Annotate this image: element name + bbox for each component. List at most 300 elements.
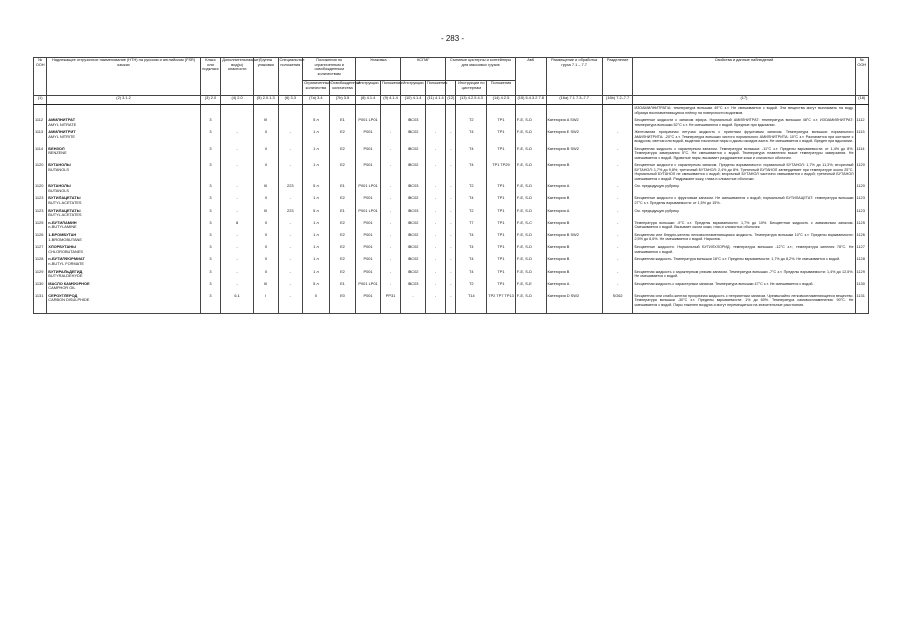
bottom-cell [546, 309, 602, 314]
cell-props: См. предыдущую рубрику. [633, 183, 855, 195]
cell-un2: 1112 [855, 117, 869, 129]
cell-sp: - [278, 220, 303, 232]
cell-sub: - [221, 244, 254, 256]
name-ru: н-БУТИЛФОРМИАТ [48, 256, 85, 262]
cell-pg: I [253, 293, 278, 310]
cell-pi: P001 [356, 220, 381, 232]
cell-seg [602, 105, 633, 118]
cell-seg: - [602, 232, 633, 244]
cell-tankp: TP1 [487, 256, 516, 268]
cell-cls: 3 [200, 183, 220, 195]
table-row [34, 183, 869, 195]
cell-cls: 3 [200, 220, 220, 232]
cell-sp: - [278, 256, 303, 268]
cell-c12: - [446, 232, 456, 244]
colnum: (5) 2.0.1.3 [253, 96, 278, 105]
cell-lq: 1 л [303, 195, 330, 207]
cell-props: Бесцветные жидкости с фруктовым запахом. Не смешиваются с водой; нормальный БУТИЛАЦЕТАТ: температура вспышки 27°С з.т. Пределы взрываемости: от 1,5% до 15%. [633, 195, 855, 207]
cell-c12: - [446, 293, 456, 310]
cell-eq: E2 [329, 256, 356, 268]
cell-ems: F-E, S-D [515, 269, 546, 281]
colnum: (4) 2.0 [221, 96, 254, 105]
cell-ibc [401, 105, 426, 118]
name-en: BUTYRALDEHYDE [48, 273, 83, 279]
table-row [34, 146, 869, 163]
bottom-cell [303, 309, 330, 314]
cell-eq: E0 [329, 293, 356, 310]
col-tank-instructions: Инструкции по цистернам [456, 81, 487, 96]
cell-un2: 1114 [855, 146, 869, 163]
cell-ibc: IBC02 [401, 256, 426, 268]
colnum: (14) 4.2.5 [487, 96, 516, 105]
name-en: CHLOROBUTANES [48, 248, 84, 254]
cell-shipping-name [47, 281, 200, 293]
cell-props: Бесцветная жидкость. Температура вспышки 18°С з.т. Пределы взрываемости: 1,7% до 8,2%. Не смешивается с водой. [633, 256, 855, 268]
bottom-cell [515, 309, 546, 314]
table-row [34, 281, 869, 293]
cell-un: 1130 [34, 281, 47, 293]
cell-lq: 5 л [303, 117, 330, 129]
colnum: (8) 4.1.4 [356, 96, 381, 105]
cell-c12 [446, 117, 456, 129]
cell-tankp: TP1 [487, 232, 516, 244]
name-en: 1-BROMOBUTANE [48, 236, 82, 242]
cell-cls: 3 [200, 256, 220, 268]
name-ru: ХЛОРБУТАНЫ [48, 244, 76, 250]
cell-pp: - [380, 208, 400, 220]
table-row [34, 162, 869, 183]
col-special-provisions: Специальные положения [278, 58, 303, 96]
cell-pg: III [253, 183, 278, 195]
col-class: Класс или подкласс [200, 58, 220, 96]
cell-cls: 3 [200, 208, 220, 220]
cell-ems: F-E, S-D [515, 208, 546, 220]
cell-ibcp: - [425, 293, 445, 310]
cell-pg: II [253, 146, 278, 163]
cell-ems: F-E, S-D [515, 195, 546, 207]
cell-lq: 1 л [303, 162, 330, 183]
col-properties: Свойства и данные наблюдений [633, 58, 855, 96]
cell-tankp: TP1 [487, 117, 516, 129]
cell-pi: P001 [356, 232, 381, 244]
cell-tank [456, 105, 487, 118]
cell-pp: - [380, 146, 400, 163]
cell-ibcp: - [425, 183, 445, 195]
cell-tank: T4 [456, 162, 487, 183]
cell-un: 1131 [34, 293, 47, 310]
cell-tank: T4 [456, 256, 487, 268]
cell-stow [546, 105, 602, 118]
cell-pi: P001 [356, 269, 381, 281]
name-en: BUTYL ACETATES [48, 199, 82, 205]
cell-ems: F-E, S-D [515, 244, 546, 256]
colnum: (3) 2.0 [200, 96, 220, 105]
cell-ibcp: - [425, 129, 445, 146]
cell-eq: E2 [329, 162, 356, 183]
cell-pp: - [380, 232, 400, 244]
cell-ibc: IBC02 [401, 162, 426, 183]
cell-cls: 3 [200, 117, 220, 129]
cell-sub: - [221, 162, 254, 183]
cell-eq: E1 [329, 183, 356, 195]
cell-tankp [487, 105, 516, 118]
table-row [34, 256, 869, 268]
bottom-cell [253, 309, 278, 314]
cell-cls: 3 [200, 244, 220, 256]
cell-tankp: TP1 [487, 220, 516, 232]
colnum: (16b) 7.2–7.7 [602, 96, 633, 105]
cell-sub: 8 [221, 220, 254, 232]
cell-sub: 6.1 [221, 293, 254, 310]
cell-stow: Категория A [546, 183, 602, 195]
cell-shipping-name [47, 162, 200, 183]
bottom-cell [356, 309, 381, 314]
page-number: - 283 - [440, 34, 465, 43]
cell-sp [278, 117, 303, 129]
cell-tankp: TP1 [487, 208, 516, 220]
cell-ibc: IBC03 [401, 208, 426, 220]
cell-lq: 1 л [303, 256, 330, 268]
cell-lq: 1 л [303, 129, 330, 146]
cell-sp: - [278, 129, 303, 146]
cell-pg: III [253, 208, 278, 220]
cell-eq: E2 [329, 232, 356, 244]
cell-seg: - [602, 269, 633, 281]
col-ibc-provisions: Положения [425, 81, 445, 96]
cell-ibc: IBC03 [401, 117, 426, 129]
cell-c12: - [446, 281, 456, 293]
table-row [34, 117, 869, 129]
cell-pg: II [253, 244, 278, 256]
cell-lq: 1 л [303, 146, 330, 163]
col-tank-provisions: Положения [487, 81, 516, 96]
cell-tank: T4 [456, 195, 487, 207]
cell-lq: 1 л [303, 244, 330, 256]
cell-un: 1129 [34, 269, 47, 281]
cell-sp: - [278, 162, 303, 183]
dangerous-goods-list-sheet [33, 57, 869, 610]
bottom-cell [446, 309, 456, 314]
cell-tank: T2 [456, 208, 487, 220]
cell-c12: - [446, 146, 456, 163]
name-en: CAMPHOR OIL [48, 285, 76, 291]
cell-stow: Категория B [546, 244, 602, 256]
table-row [34, 208, 869, 220]
col-stowage: Размещение и обработка груза 7.1 – 7.7 [546, 58, 602, 96]
cell-pp: - [380, 195, 400, 207]
cell-ems [515, 105, 546, 118]
cell-pg: II [253, 269, 278, 281]
cell-stow: Категория E SW2 [546, 129, 602, 146]
cell-pi: P001 LP01 [356, 183, 381, 195]
cell-sp: 223 [278, 208, 303, 220]
name-ru: МАСЛО КАМФОРНОЕ [48, 280, 90, 286]
cell-stow: Категория B [546, 162, 602, 183]
bottom-cell [380, 309, 400, 314]
bottom-cell [855, 309, 869, 314]
cell-sp: - [278, 293, 303, 310]
table-row [34, 244, 869, 256]
cell-tankp: TP1 [487, 281, 516, 293]
cell-un2: 1129 [855, 269, 869, 281]
cell-stow: Категория B [546, 220, 602, 232]
cell-pp: - [380, 183, 400, 195]
cell-sub: - [221, 281, 254, 293]
cell-ems: F-E, S-C [515, 220, 546, 232]
bottom-cell [47, 309, 200, 314]
cell-props: Бесцветная жидкость с характерным запахом. Температура вспышки 47°С з.т. Не смешивается с водой. [633, 281, 855, 293]
cell-shipping-name [47, 244, 200, 256]
cell-tankp: TP1 TP29 [487, 162, 516, 183]
name-en: AMYL NITRATE [48, 121, 77, 127]
cell-ibc: - [401, 293, 426, 310]
cell-un2: 1113 [855, 129, 869, 146]
cell-cls: 3 [200, 281, 220, 293]
cell-tank: T4 [456, 146, 487, 163]
cell-tankp: TP1 [487, 195, 516, 207]
cell-cls: 3 [200, 146, 220, 163]
cell-pi: P001 [356, 162, 381, 183]
name-ru: БУТИЛАЦЕТАТЫ [48, 195, 81, 201]
cell-ibc: IBC03 [401, 183, 426, 195]
cell-sp [278, 105, 303, 118]
cell-pi: P001 LP01 [356, 281, 381, 293]
cell-pg: II [253, 232, 278, 244]
cell-cls: 3 [200, 269, 220, 281]
cell-eq: E1 [329, 208, 356, 220]
column-numbers-row [34, 96, 869, 105]
cell-seg: SG62 [602, 293, 633, 310]
cell-props: Бесцветная жидкость с характерным резким запахом. Температура вспышки -7°С з.т. Пределы взрываемости: 1,4% до 12,5%. Не смешивается с водой. [633, 269, 855, 281]
cell-seg: - [602, 281, 633, 293]
cell-eq: E2 [329, 129, 356, 146]
cell-cls: 3 [200, 195, 220, 207]
cell-un2: 1125 [855, 220, 869, 232]
cell-stow: Категория B [546, 269, 602, 281]
cell-stow: Категория A [546, 208, 602, 220]
cell-ibc: IBC02 [401, 220, 426, 232]
bottom-cell [34, 309, 47, 314]
cell-tank: T2 [456, 281, 487, 293]
cell-pi: P001 [356, 146, 381, 163]
col-packing-instructions: Инструкции [356, 81, 381, 96]
cell-shipping-name [47, 195, 200, 207]
name-ru: БУТИРАЛЬДЕГИД [48, 268, 83, 274]
cell-sub [221, 117, 254, 129]
colnum: (10) 4.1.4 [401, 96, 426, 105]
table-row [34, 220, 869, 232]
cell-tankp: TP1 [487, 244, 516, 256]
name-ru: 1-БРОМБУТАН [48, 231, 77, 237]
cell-eq [329, 105, 356, 118]
cell-pg [253, 105, 278, 118]
cell-c12: - [446, 129, 456, 146]
cell-ibcp: - [425, 244, 445, 256]
table-body [34, 105, 869, 314]
cell-lq: 1 л [303, 220, 330, 232]
cell-eq: E2 [329, 195, 356, 207]
cell-un: 1127 [34, 244, 47, 256]
cell-un2: 1120 [855, 162, 869, 183]
cell-seg: - [602, 183, 633, 195]
cell-sp: - [278, 195, 303, 207]
cell-eq: E2 [329, 269, 356, 281]
cell-un2: 1126 [855, 232, 869, 244]
cell-tank: T2 [456, 117, 487, 129]
cell-props: Бесцветная или бледно-желтая легковоспламеняющаяся жидкость. Температура вспышки 10°С з.т. Пределы взрываемости: 2,5% до 6,6%. Не смешивается с водой. Наркотик. [633, 232, 855, 244]
cell-ibc: IBC02 [401, 244, 426, 256]
cell-sp: - [278, 281, 303, 293]
colnum: (16a) 7.1 7.3–7.7 [546, 96, 602, 105]
cell-seg: - [602, 162, 633, 183]
cell-tank: T4 [456, 129, 487, 146]
cell-sp: - [278, 269, 303, 281]
cell-tank: T4 [456, 244, 487, 256]
cell-un: 1125 [34, 220, 47, 232]
cell-props: См. предыдущую рубрику. [633, 208, 855, 220]
col-blank-12 [446, 81, 456, 96]
cell-seg: - [602, 256, 633, 268]
cell-sub: - [221, 256, 254, 268]
cell-ibcp: - [425, 195, 445, 207]
table-bottom-border [34, 309, 869, 314]
col-portable-tanks: Съемные цистерны и контейнеры для массовых грузов [446, 58, 516, 81]
colnum: (12) [446, 96, 456, 105]
cell-pp: - [380, 244, 400, 256]
cell-lq [303, 105, 330, 118]
cell-un2 [855, 105, 869, 118]
cell-tank: T4 [456, 269, 487, 281]
cell-seg: - [602, 208, 633, 220]
cell-shipping-name [47, 129, 200, 146]
cell-c12: - [446, 269, 456, 281]
cell-seg [602, 117, 633, 129]
colnum: (7b) 3.5 [329, 96, 356, 105]
name-en: BUTANOLS [48, 187, 69, 193]
cell-props: Бесцветная жидкость с характерным запахом. Температура вспышки: -11°С з.т. Пределы взрываемости: от 1,4% до 8%. Температура замерзания 5°С. Не смешивается с водой. Температура плавления выше температуры замерзания. Не смешивается с водой. Ядовитые пары; вызывает раздражение кожи и слизистых оболочек. [633, 146, 855, 163]
cell-stow: Категория B [546, 195, 602, 207]
cell-ibcp: - [425, 281, 445, 293]
name-en: BUTANOLS [48, 166, 69, 172]
colnum: (13) 4.2.5 4.3 [456, 96, 487, 105]
cell-lq: 1 л [303, 232, 330, 244]
table-row [34, 195, 869, 207]
cell-stow: Категория D SW2 [546, 293, 602, 310]
cell-c12 [446, 105, 456, 118]
cell-tankp: TP2 TP7 TP13 [487, 293, 516, 310]
cell-props: Желтоватая прозрачная летучая жидкость с приятным фруктовым запахом. Температура вспышки: нормального АМИЛНИТРИТА: -20°С з.т. Температура вспышки чистого нормального АМИЛНИТРИТА: 10°С з.т. Разлагается при контакте с воздухом, светом или водой, выделяя токсичные пары и дымы оксидов азота. Не смешивается с водой. Вреден при вдыхании. [633, 129, 855, 146]
cell-ems: F-E, S-D [515, 183, 546, 195]
bottom-cell [329, 309, 356, 314]
cell-pg: II [253, 162, 278, 183]
colnum: (6) 3.3 [278, 96, 303, 105]
table-row [34, 269, 869, 281]
cell-c12: - [446, 208, 456, 220]
cell-c12: - [446, 220, 456, 232]
cell-un2: 1128 [855, 256, 869, 268]
cell-pi: P001 [356, 256, 381, 268]
name-ru: АМИЛНИТРИТ [48, 129, 76, 135]
cell-seg: - [602, 146, 633, 163]
bottom-cell [487, 309, 516, 314]
name-ru: БУТАНОЛЫ [48, 183, 71, 189]
cell-ems: F-E, S-D [515, 162, 546, 183]
cell-un2: 1127 [855, 244, 869, 256]
cell-tank: T7 [456, 220, 487, 232]
cell-ems: F-E, S-D [515, 146, 546, 163]
cell-pg: II [253, 220, 278, 232]
cell-un2: 1123 [855, 208, 869, 220]
cell-pg: II [253, 195, 278, 207]
cell-sp: - [278, 232, 303, 244]
cell-seg: - [602, 244, 633, 256]
name-en: n-BUTYL FORMATE [48, 260, 84, 266]
cell-tankp: TP1 [487, 146, 516, 163]
name-en: n-BUTYLAMINE [48, 224, 77, 230]
bottom-cell [602, 309, 633, 314]
cell-ibc: IBC02 [401, 146, 426, 163]
name-ru: СЕРОУГЛЕРОД [48, 292, 78, 298]
cell-pp: PP31 [380, 293, 400, 310]
cell-un: 1113 [34, 129, 47, 146]
cell-c12: - [446, 183, 456, 195]
cell-un: 1123 [34, 195, 47, 207]
cell-seg: - [602, 220, 633, 232]
cell-shipping-name [47, 208, 200, 220]
col-limited-quantities: Ограниченные количества [303, 81, 330, 96]
cell-tankp: TP1 [487, 129, 516, 146]
cell-pi: P001 [356, 244, 381, 256]
bottom-cell [200, 309, 220, 314]
cell-pp: - [380, 281, 400, 293]
table-row [34, 232, 869, 244]
colnum: (11) 4.1.4 [425, 96, 445, 105]
cell-lq: 5 л [303, 281, 330, 293]
cell-cls: 3 [200, 162, 220, 183]
col-limited-excepted: Положения по ограниченным и освобожденным количествам [303, 58, 356, 81]
name-en: CARBON DISULPHIDE [48, 297, 90, 303]
cell-eq: E1 [329, 281, 356, 293]
cell-pg: II [253, 256, 278, 268]
colnum: (15) 5.4.3.2 7.8 [515, 96, 546, 105]
name-en: AMYL NITRITE [48, 133, 75, 139]
cell-c12: - [446, 256, 456, 268]
col-subsidiary-hazard: Дополнительная(ые) вид(ы) опасности [221, 58, 254, 96]
cell-shipping-name [47, 256, 200, 268]
cell-sub: - [221, 269, 254, 281]
name-ru: БЕНЗОЛ [48, 145, 65, 151]
cell-un: 1112 [34, 117, 47, 129]
cell-c12: - [446, 195, 456, 207]
cell-ibcp: - [425, 162, 445, 183]
cell-tank: T14 [456, 293, 487, 310]
cell-pi: P001 [356, 129, 381, 146]
cell-un: 1128 [34, 256, 47, 268]
cell-cls [200, 105, 220, 118]
cell-pi: P001 LP01 [356, 117, 381, 129]
cell-stow: Категория A SW2 [546, 117, 602, 129]
cell-sub: - [221, 129, 254, 146]
col-excepted-quantities: Освобожденные количества [329, 81, 356, 96]
colnum: (17) [633, 96, 855, 105]
cell-ibcp [425, 105, 445, 118]
cell-shipping-name [47, 146, 200, 163]
table-row [34, 293, 869, 310]
cell-props: Температура вспышки -9°С з.т. Пределы взрываемости: 1,7% до 10%. Бесцветная жидкость с аммиачным запахом. Смешивается с водой. Вызывает ожоги кожи, глаз и слизистых оболочек. [633, 220, 855, 232]
cell-un2: 1131 [855, 293, 869, 310]
cell-ibcp: - [425, 256, 445, 268]
col-ibc-instructions: Инструкции [401, 81, 426, 96]
